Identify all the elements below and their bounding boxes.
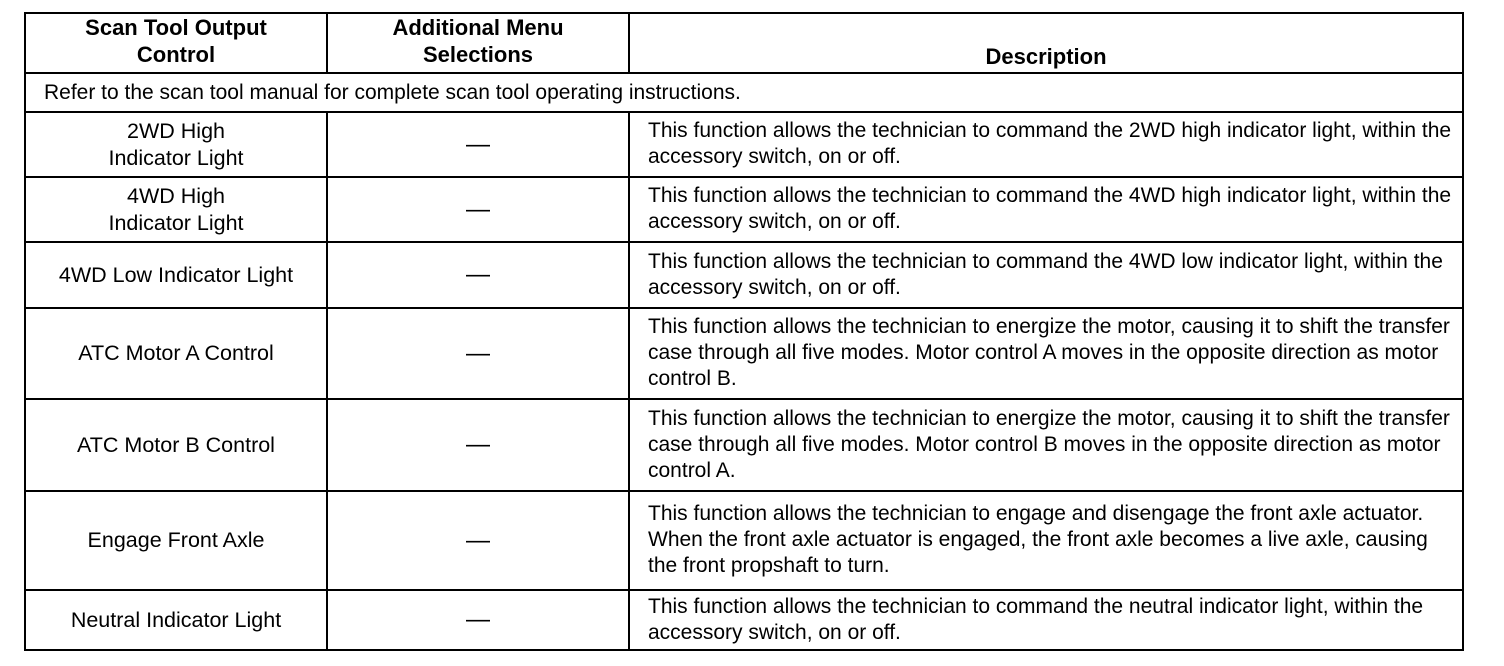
description-cell: This function allows the technician to energize the motor, causing it to shift the transfer case through all five modes. Motor control B moves in the opposite direction as motor control A.: [629, 399, 1463, 491]
table-row: [25, 491, 1463, 590]
scan-tool-manual-note: Refer to the scan tool manual for complete scan tool operating instructions.: [25, 73, 1463, 112]
header-row: [25, 13, 1463, 73]
table-row: [25, 177, 1463, 242]
table-row: [25, 308, 1463, 399]
description-cell: This function allows the technician to command the 4WD low indicator light, within the accessory switch, on or off.: [629, 242, 1463, 308]
output-control-cell: Engage Front Axle: [25, 491, 327, 590]
table-row: [25, 590, 1463, 650]
menu-selections-cell: —: [327, 491, 629, 590]
table-row: [25, 242, 1463, 308]
description-cell: This function allows the technician to command the neutral indicator light, within the accessory switch, on or off.: [629, 590, 1463, 650]
header-scan-tool-output-control: Scan Tool Output Control: [25, 13, 327, 73]
description-cell: This function allows the technician to command the 2WD high indicator light, within the accessory switch, on or off.: [629, 112, 1463, 177]
menu-selections-cell: —: [327, 112, 629, 177]
table-row: [25, 399, 1463, 491]
output-control-cell: 4WD Low Indicator Light: [25, 242, 327, 308]
header-description: Description: [629, 13, 1463, 73]
output-control-cell: ATC Motor A Control: [25, 308, 327, 399]
note-row: [25, 73, 1463, 112]
header-additional-menu-selections: Additional Menu Selections: [327, 13, 629, 73]
menu-selections-cell: —: [327, 399, 629, 491]
description-cell: This function allows the technician to command the 4WD high indicator light, within the accessory switch, on or off.: [629, 177, 1463, 242]
table-row: [25, 112, 1463, 177]
output-control-cell: 4WD High Indicator Light: [25, 177, 327, 242]
output-control-cell: 2WD High Indicator Light: [25, 112, 327, 177]
description-cell: This function allows the technician to engage and disengage the front axle actuator. When the front axle actuator is engaged, the front axle becomes a live axle, causing the front propshaft to turn.: [629, 491, 1463, 590]
output-control-cell: Neutral Indicator Light: [25, 590, 327, 650]
output-control-cell: ATC Motor B Control: [25, 399, 327, 491]
menu-selections-cell: —: [327, 242, 629, 308]
scan-tool-output-control-table: [24, 12, 1464, 651]
description-cell: This function allows the technician to energize the motor, causing it to shift the transfer case through all five modes. Motor control A moves in the opposite direction as motor control B.: [629, 308, 1463, 399]
menu-selections-cell: —: [327, 590, 629, 650]
menu-selections-cell: —: [327, 308, 629, 399]
menu-selections-cell: —: [327, 177, 629, 242]
